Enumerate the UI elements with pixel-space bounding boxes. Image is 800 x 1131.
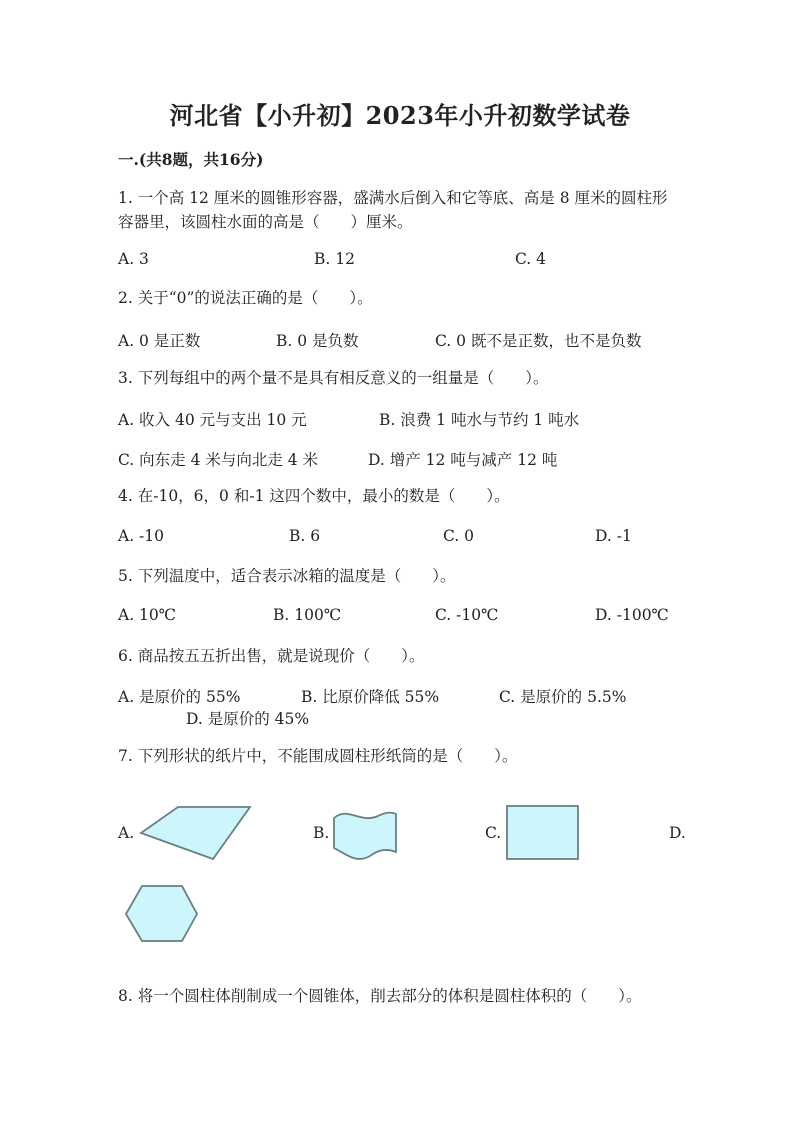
- page-title: 河北省【小升初】2023年小升初数学试卷: [169, 101, 631, 130]
- hexagon-shape: [124, 884, 200, 944]
- q7-label-b: B.: [313, 824, 330, 842]
- q5-option-a: A. 10℃: [118, 606, 177, 624]
- q4-option-d: D. -1: [595, 527, 632, 545]
- q6-option-b: B. 比原价降低 55%: [301, 688, 440, 706]
- question-6: 6. 商品按五五折出售，就是说现价（ ）。: [118, 647, 425, 665]
- q1-option-a: A. 3: [118, 250, 149, 268]
- question-1-line-2: 容器里，该圆柱水面的高是（ ）厘米。: [118, 213, 413, 231]
- q3-option-d: D. 增产 12 吨与减产 12 吨: [368, 451, 558, 469]
- q5-option-b: B. 100℃: [273, 606, 342, 624]
- q2-option-c: C. 0 既不是正数，也不是负数: [435, 332, 642, 350]
- q5-option-c: C. -10℃: [435, 606, 499, 624]
- q7-label-a: A.: [118, 824, 135, 842]
- q4-option-c: C. 0: [443, 527, 475, 545]
- q6-option-a: A. 是原价的 55%: [118, 688, 241, 706]
- wavy-flag-shape: [330, 808, 400, 864]
- q5-option-d: D. -100℃: [595, 606, 669, 624]
- rectangle-shape: [505, 804, 581, 861]
- q3-option-a: A. 收入 40 元与支出 10 元: [118, 411, 307, 429]
- q2-option-a: A. 0 是正数: [118, 332, 201, 350]
- q1-option-b: B. 12: [314, 250, 355, 268]
- question-1-line-1: 1. 一个高 12 厘米的圆锥形容器，盛满水后倒入和它等底、高是 8 厘米的圆柱形: [118, 189, 668, 207]
- q7-label-c: C.: [485, 824, 502, 842]
- q1-option-c: C. 4: [515, 250, 547, 268]
- question-8: 8. 将一个圆柱体削制成一个圆锥体，削去部分的体积是圆柱体积的（ ）。: [118, 987, 642, 1005]
- question-7: 7. 下列形状的纸片中，不能围成圆柱形纸筒的是（ ）。: [118, 747, 518, 765]
- q3-option-b: B. 浪费 1 吨水与节约 1 吨水: [379, 411, 580, 429]
- q2-option-b: B. 0 是负数: [276, 332, 359, 350]
- q7-label-d: D.: [669, 824, 686, 842]
- q6-option-d: D. 是原价的 45%: [186, 710, 310, 728]
- q4-option-a: A. -10: [118, 527, 165, 545]
- q4-option-b: B. 6: [289, 527, 321, 545]
- rhombus-shape: [138, 804, 254, 862]
- q6-option-c: C. 是原价的 5.5%: [499, 688, 627, 706]
- section-header: 一.(共8题，共16分): [118, 150, 264, 169]
- question-2: 2. 关于“0”的说法正确的是（ ）。: [118, 289, 373, 307]
- question-3: 3. 下列每组中的两个量不是具有相反意义的一组量是（ ）。: [118, 369, 549, 387]
- question-4: 4. 在-10，6，0 和-1 这四个数中，最小的数是（ ）。: [118, 487, 510, 505]
- question-5: 5. 下列温度中，适合表示冰箱的温度是（ ）。: [118, 567, 456, 585]
- q3-option-c: C. 向东走 4 米与向北走 4 米: [118, 451, 319, 469]
